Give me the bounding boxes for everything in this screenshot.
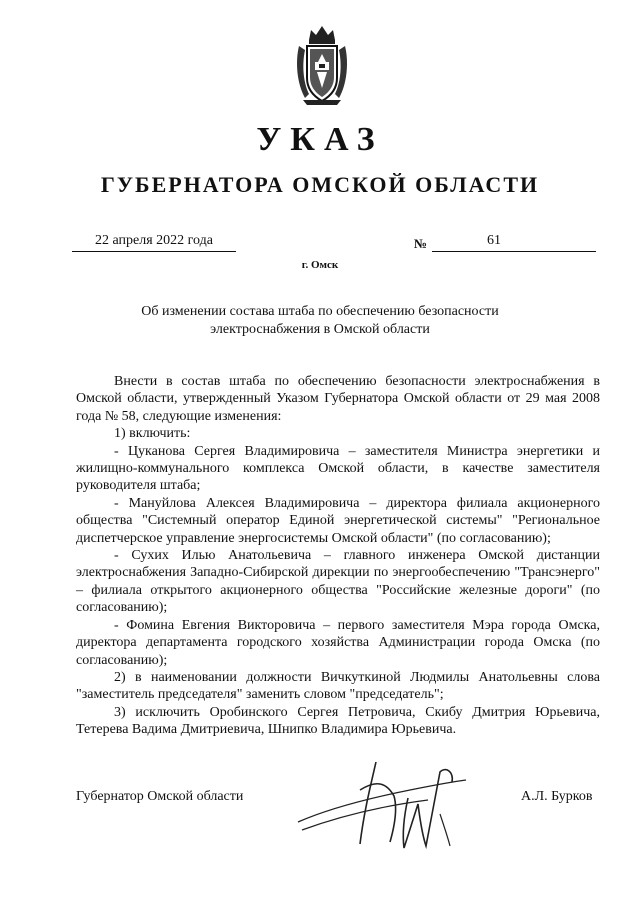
body-paragraph-item: - Мануйлова Алексея Владимировича – директора филиала акционерного общества "Системный оператор Единой энергетической системы" "Региональное диспетчерское управление энергосистемы Омской области" (по согласованию); xyxy=(76,495,600,546)
handwritten-signature xyxy=(290,750,480,850)
document-subtitle: ГУБЕРНАТОРА ОМСКОЙ ОБЛАСТИ xyxy=(100,172,540,197)
signer-name: А.Л. Бурков xyxy=(521,789,593,804)
city-label: г. Омск xyxy=(301,259,339,271)
number-field xyxy=(432,233,596,252)
document-date: 22 апреля 2022 года xyxy=(95,233,213,248)
body-paragraph-item: - Сухих Илью Анатольевича – главного инженера Омской дистанции электроснабжения Западно-Сибирской дирекции по энергообеспечению "Трансэнерго" – филиала открытого акционерного общества "Российские железные дороги" (по согласованию); xyxy=(76,548,600,616)
number-label: № xyxy=(414,236,428,251)
document-heading: Об изменении состава штаба по обеспечению безопасности электроснабжения в Омской области xyxy=(141,304,499,337)
body-paragraph-exclude: 3) исключить Оробинского Сергея Петровича, Скибу Дмитрия Юрьевича, Тетерева Вадима Дмитриевича, Шнипко Владимира Юрьевича. xyxy=(76,704,600,738)
document-title: УКАЗ xyxy=(256,121,384,158)
body-paragraph-rename: 2) в наименовании должности Вичкуткиной Людмилы Анатольевны слова "заместитель председателя" заменить словом "председатель"; xyxy=(76,669,600,703)
body-paragraph-intro: Внести в состав штаба по обеспечению безопасности электроснабжения в Омской области, утвержденный Указом Губернатора Омской области от 29 мая 2008 года № 58, следующие изменения: xyxy=(76,374,600,424)
signer-title: Губернатор Омской области xyxy=(76,789,244,804)
body-paragraph-item: - Цуканова Сергея Владимировича – заместителя Министра энергетики и жилищно-коммунального комплекса Омской области, в качестве заместителя руководителя штаба; xyxy=(76,443,600,494)
coat-of-arms-emblem xyxy=(293,22,351,106)
document-body xyxy=(76,373,600,739)
date-field xyxy=(72,233,236,252)
body-paragraph-include: 1) включить: xyxy=(114,426,191,442)
body-paragraph-item: - Фомина Евгения Викторовича – первого заместителя Мэра города Омска, директора департамента городского хозяйства Администрации города Омска (по согласованию); xyxy=(76,617,600,668)
document-number: 61 xyxy=(487,233,501,248)
